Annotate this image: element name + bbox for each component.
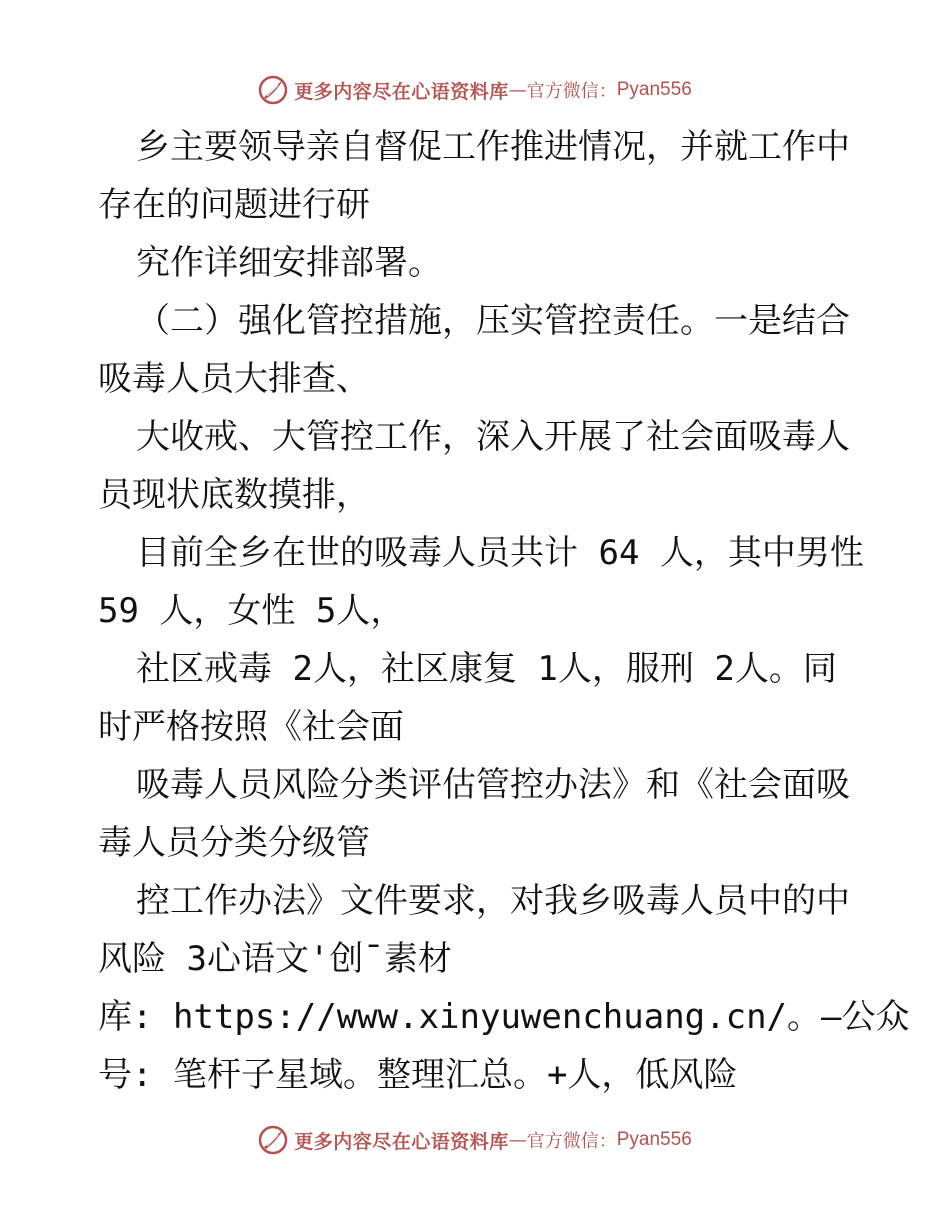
text-line: 59 人，女性 5人， bbox=[98, 591, 405, 631]
text-line: 号: 笔杆子星域。整理汇总。+人，低风险 bbox=[98, 1055, 738, 1095]
banner-separator: — bbox=[508, 79, 527, 101]
banner-separator: — bbox=[508, 1129, 527, 1151]
text-line: 乡主要领导亲自督促工作推进情况，并就工作中 bbox=[136, 127, 850, 167]
quill-pen-logo-icon bbox=[258, 75, 288, 105]
text-line: 吸毒人员大排查、 bbox=[98, 359, 370, 399]
text-line: 存在的问题进行研 bbox=[98, 185, 370, 225]
text-line: 大收戒、大管控工作，深入开展了社会面吸毒人 bbox=[136, 417, 850, 457]
banner-wechat-label: 官方微信： bbox=[526, 81, 617, 102]
text-line: 目前全乡在世的吸毒人员共计 64 人，其中男性 bbox=[136, 533, 864, 573]
text-line: 控工作办法》文件要求，对我乡吸毒人员中的中 bbox=[136, 881, 850, 921]
banner-wechat-account: Pyan556 bbox=[616, 1129, 692, 1150]
text-line: 风险 3心语文'创¯素材 bbox=[98, 939, 452, 979]
banner-wechat-account: Pyan556 bbox=[616, 79, 692, 100]
text-line: 究作详细安排部署。 bbox=[136, 243, 442, 283]
text-line: 库: https://www.xinyuwenchuang.cn/。—公众 bbox=[98, 997, 910, 1037]
header-banner bbox=[0, 70, 950, 110]
text-line: 社区戒毒 2人，社区康复 1人，服刑 2人。同 bbox=[136, 649, 837, 689]
text-line: 吸毒人员风险分类评估管控办法》和《社会面吸 bbox=[136, 765, 850, 805]
quill-pen-logo-icon bbox=[258, 1125, 288, 1155]
footer-banner bbox=[0, 1120, 950, 1160]
banner-main-text: 更多内容尽在心语资料库 bbox=[294, 80, 509, 103]
text-line: 时严格按照《社会面 bbox=[98, 707, 404, 747]
text-line: 员现状底数摸排， bbox=[98, 475, 370, 515]
banner-main-text: 更多内容尽在心语资料库 bbox=[294, 1130, 509, 1153]
text-line: 毒人员分类分级管 bbox=[98, 823, 370, 863]
banner-wechat-label: 官方微信： bbox=[526, 1131, 617, 1152]
text-line: （二）强化管控措施，压实管控责任。一是结合 bbox=[136, 301, 850, 341]
document-body bbox=[98, 118, 910, 1104]
